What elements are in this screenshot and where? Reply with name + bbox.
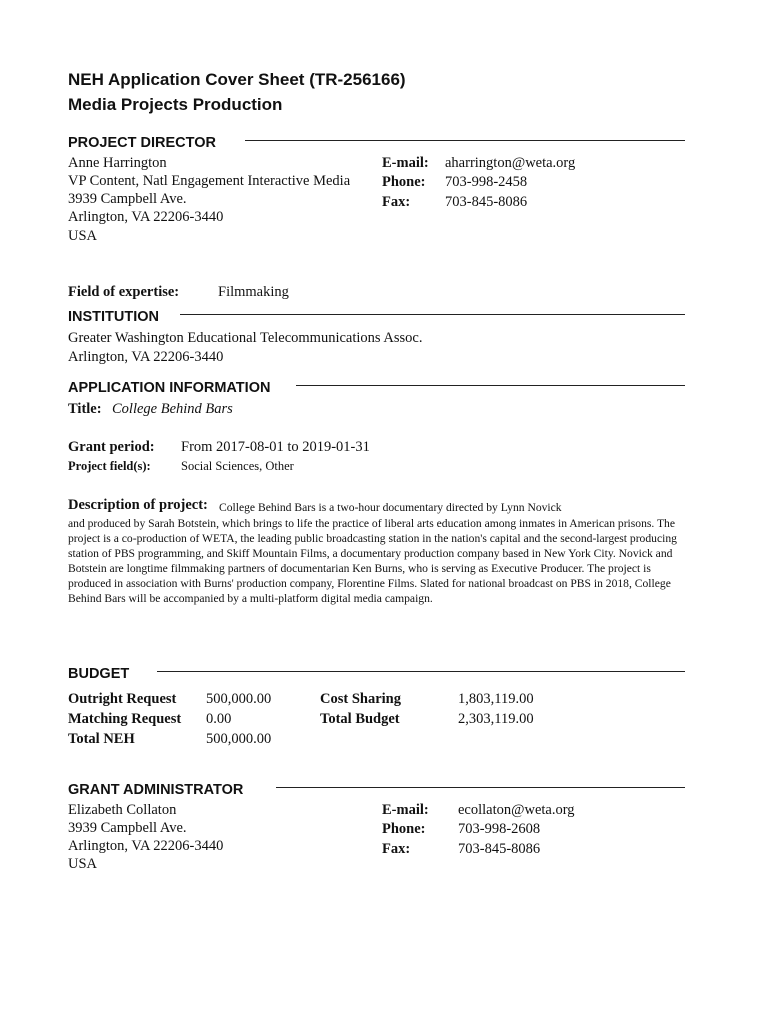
director-phone: 703-998-2458 — [445, 174, 528, 190]
admin-phone-label: Phone: — [382, 821, 426, 837]
admin-country: USA — [68, 856, 98, 872]
outright-value: 500,000.00 — [206, 691, 272, 707]
grant-period-label: Grant period: — [68, 439, 155, 455]
total-budget-label: Total Budget — [320, 711, 400, 727]
admin-fax: 703-845-8086 — [458, 841, 541, 857]
director-position: VP Content, Natl Engagement Interactive Media — [68, 173, 351, 189]
section-divider — [276, 787, 685, 788]
director-fax: 703-845-8086 — [445, 194, 528, 210]
total-neh-value: 500,000.00 — [206, 731, 272, 747]
admin-email-label: E-mail: — [382, 802, 429, 818]
director-fax-label: Fax: — [382, 194, 411, 210]
grant-admin-heading: GRANT ADMINISTRATOR — [68, 782, 244, 798]
director-phone-label: Phone: — [382, 174, 426, 190]
admin-phone: 703-998-2608 — [458, 821, 541, 837]
director-country: USA — [68, 228, 98, 244]
director-email-label: E-mail: — [382, 155, 429, 171]
title-label: Title: — [68, 401, 102, 417]
grant-period: From 2017-08-01 to 2019-01-31 — [181, 439, 370, 455]
outright-label: Outright Request — [68, 691, 177, 707]
section-divider — [296, 385, 685, 386]
director-address: 3939 Campbell Ave. — [68, 191, 187, 207]
admin-address: 3939 Campbell Ave. — [68, 820, 187, 836]
institution-city: Arlington, VA 22206-3440 — [68, 349, 224, 365]
matching-value: 0.00 — [206, 711, 232, 727]
matching-label: Matching Request — [68, 711, 182, 727]
project-director-heading: PROJECT DIRECTOR — [68, 135, 216, 151]
budget-heading: BUDGET — [68, 666, 130, 682]
application-heading: APPLICATION INFORMATION — [68, 380, 271, 396]
project-title: College Behind Bars — [112, 401, 233, 417]
total-neh-label: Total NEH — [68, 731, 135, 747]
admin-name: Elizabeth Collaton — [68, 802, 177, 818]
expertise-label: Field of expertise: — [68, 284, 180, 300]
section-divider — [157, 671, 685, 672]
project-fields: Social Sciences, Other — [181, 459, 294, 473]
description-label: Description of project: — [68, 497, 208, 513]
institution-name: Greater Washington Educational Telecommunications Assoc. — [68, 330, 423, 346]
admin-email[interactable]: ecollaton@weta.org — [458, 802, 575, 818]
expertise-value: Filmmaking — [218, 284, 289, 300]
institution-heading: INSTITUTION — [68, 309, 160, 325]
total-budget-value: 2,303,119.00 — [458, 711, 534, 727]
admin-city: Arlington, VA 22206-3440 — [68, 838, 224, 854]
cost-sharing-value: 1,803,119.00 — [458, 691, 534, 707]
admin-fax-label: Fax: — [382, 841, 411, 857]
description-first-line: College Behind Bars is a two-hour documentary directed by Lynn Novick — [219, 501, 562, 514]
page-subtitle: Media Projects Production — [68, 95, 283, 114]
section-divider — [180, 314, 685, 315]
director-name: Anne Harrington — [68, 155, 167, 171]
description-body: and produced by Sarah Botstein, which brings to life the practice of liberal arts education among inmates in American prisons. The project is a co-production of WETA, the leading public broadcasting station in the nation's capital and the second-largest producing station of PBS programming, and Skiff Mountain Films, a documentary production company based in New York City. Novick and Botstein are longtime filmmaking partners of documentarian Ken Burns, who is serving as Executive Producer. The project is produced in association with Burns' production company, Florentine Films. Slated for national broadcast on PBS in 2018, College Behind Bars will be accompanied by a multi-platform digital media campaign. — [68, 517, 677, 605]
section-divider — [245, 140, 685, 141]
page-title: NEH Application Cover Sheet (TR-256166) — [68, 70, 406, 89]
cost-sharing-label: Cost Sharing — [320, 691, 401, 707]
director-city: Arlington, VA 22206-3440 — [68, 209, 224, 225]
project-fields-label: Project field(s): — [68, 459, 151, 473]
director-email[interactable]: aharrington@weta.org — [445, 155, 576, 171]
